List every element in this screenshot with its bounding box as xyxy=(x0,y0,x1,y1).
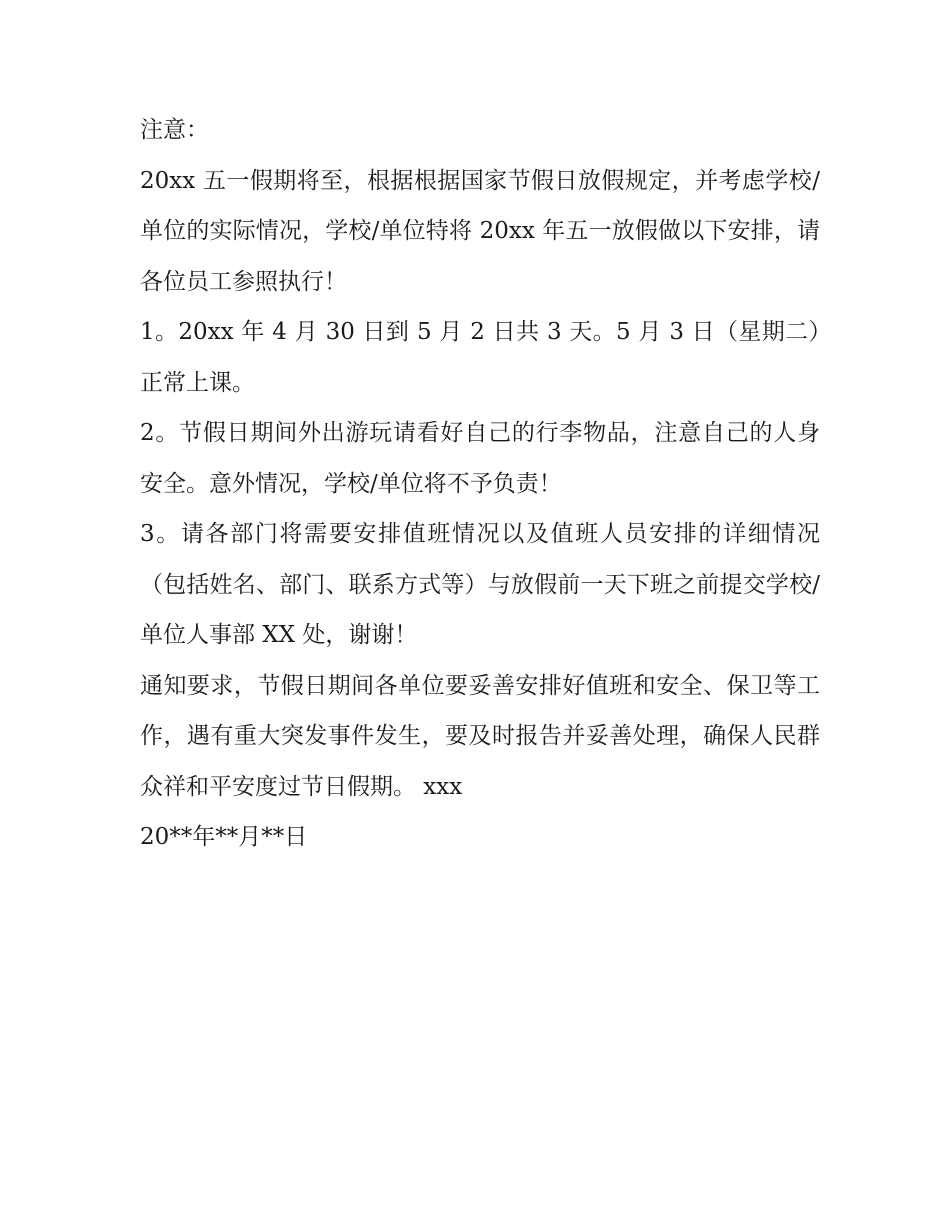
notice-heading: 注意： xyxy=(140,117,209,143)
item-3-paragraph: 3。请各部门将需要安排值班情况以及值班人员安排的详细情况（包括姓名、部门、联系方式等）与放假前一天下班之前提交学校/单位人事部 XX 处，谢谢！ xyxy=(140,521,820,648)
date-line: 20**年**月**日 xyxy=(140,824,308,850)
intro-paragraph: 20xx 五一假期将至，根据根据国家节假日放假规定，并考虑学校/单位的实际情况，学校/单位特将 20xx 年五一放假做以下安排，请各位员工参照执行！ xyxy=(140,167,820,295)
item-2-paragraph: 2。节假日期间外出游玩请看好自己的行李物品，注意自己的人身安全。意外情况，学校/单位将不予负责！ xyxy=(140,420,820,497)
requirements-paragraph: 通知要求，节假日期间各单位要妥善安排好值班和安全、保卫等工作，遇有重大突发事件发生，要及时报告并妥善处理，确保人民群众祥和平安度过节日假期。 xxx xyxy=(140,672,820,800)
document-body xyxy=(140,105,820,863)
item-1-paragraph: 1。20xx 年 4 月 30 日到 5 月 2 日共 3 天。5 月 3 日（星期二）正常上课。 xyxy=(140,319,820,396)
